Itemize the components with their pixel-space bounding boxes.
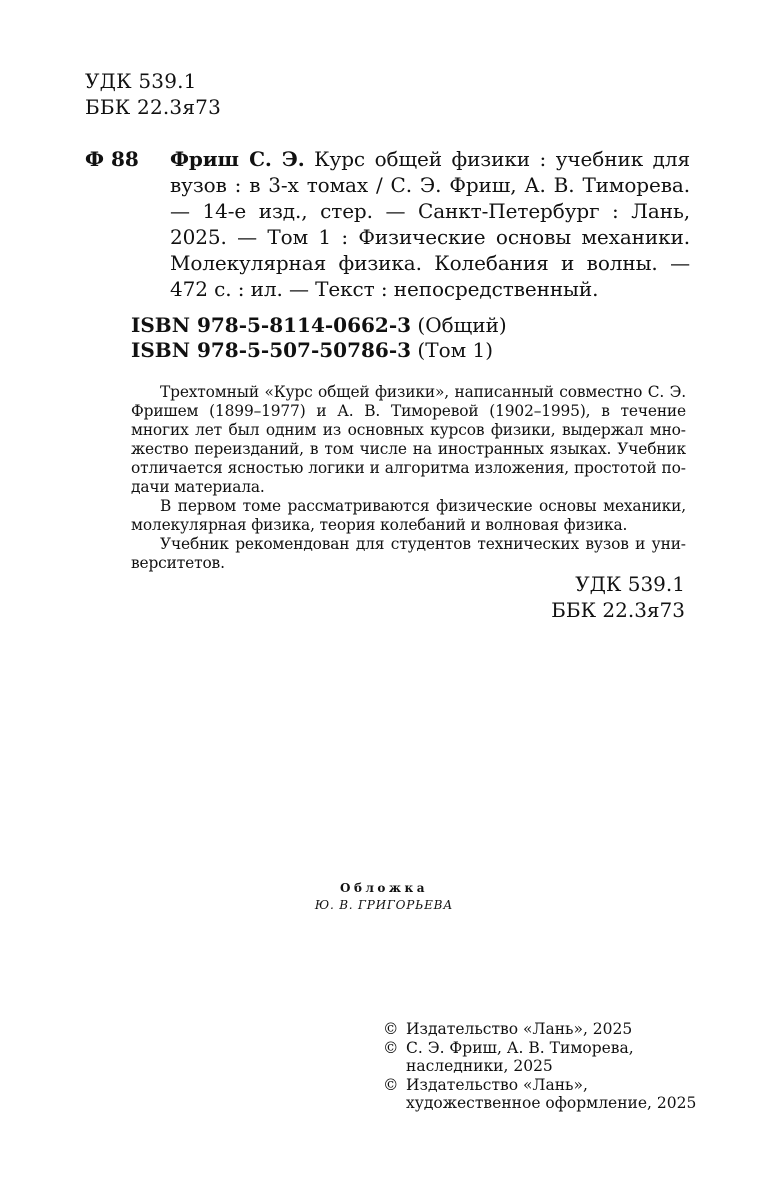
annotation-paragraph: Учебник рекомендован для студентов технических вузов и университетов.: [131, 535, 686, 572]
isbn-note: (Том 1): [411, 338, 494, 362]
copyright-block: [383, 1020, 696, 1113]
copyright-text: Издательство «Лань»,: [406, 1075, 588, 1094]
isbn-note: (Общий): [411, 313, 507, 337]
annotation-paragraph: Трехтомный «Курс общей физики», написанный совместно С. Э. Фришем (1899–1977) и А. В. Тиморевой (1902–1995), в течение многих лет был одним из основных курсов физики, выдержал множество переизданий, в том числе на иностранных языках. Учебник отличается ясностью логики и алгоритма изложения, простотой подачи материала.: [131, 383, 686, 496]
annotation: [131, 383, 686, 573]
author-heading: Фриш С. Э.: [170, 147, 305, 171]
copyright-text: художественное оформление, 2025: [406, 1094, 697, 1112]
udk-code: УДК 539.1: [85, 69, 197, 93]
copyright-icon: ©: [383, 1075, 399, 1094]
copyright-text: Издательство «Лань», 2025: [406, 1020, 633, 1038]
annotation-paragraph: В первом томе рассматриваются физические основы механики, молекулярная физика, теория колебаний и волновая физика.: [131, 497, 686, 534]
copyright-text: наследники, 2025: [406, 1057, 553, 1075]
udk-code: УДК 539.1: [575, 572, 685, 596]
copyright-line: [383, 1039, 696, 1076]
description-text: Курс общей физики : учебник для вузов : в 3-х томах / С. Э. Фриш, А. В. Тиморева. — 14-е изд., стер. — Санкт-Петербург : Лань, 2025. — Том 1 : Физические основы механики. Молекулярная физика. Колебания и волны. — 472 с. : ил. — Текст : непосредственный.: [170, 147, 690, 301]
isbn-line: [131, 313, 507, 338]
classification-codes-bottom: [551, 571, 685, 623]
bbk-code: ББК 22.3я73: [85, 95, 222, 119]
classification-codes-top: [85, 68, 221, 120]
bibliographic-description: [170, 146, 690, 302]
copyright-line: [383, 1020, 696, 1039]
cover-credit: [0, 880, 768, 914]
cover-label: Обложка: [340, 881, 428, 895]
isbn-line: [131, 338, 507, 363]
copyright-icon: ©: [383, 1038, 399, 1057]
author-code: Ф 88: [85, 147, 139, 171]
isbn-number: ISBN 978-5-8114-0662-3: [131, 313, 412, 337]
bbk-code: ББК 22.3я73: [551, 598, 685, 622]
cover-designer-name: Ю. В. ГРИГОРЬЕВА: [314, 898, 454, 912]
copyright-text: С. Э. Фриш, А. В. Тиморева,: [406, 1038, 634, 1057]
copyright-line: [383, 1076, 696, 1113]
copyright-icon: ©: [383, 1020, 399, 1038]
isbn-number: ISBN 978-5-507-50786-3: [131, 338, 412, 362]
isbn-block: [131, 313, 507, 363]
